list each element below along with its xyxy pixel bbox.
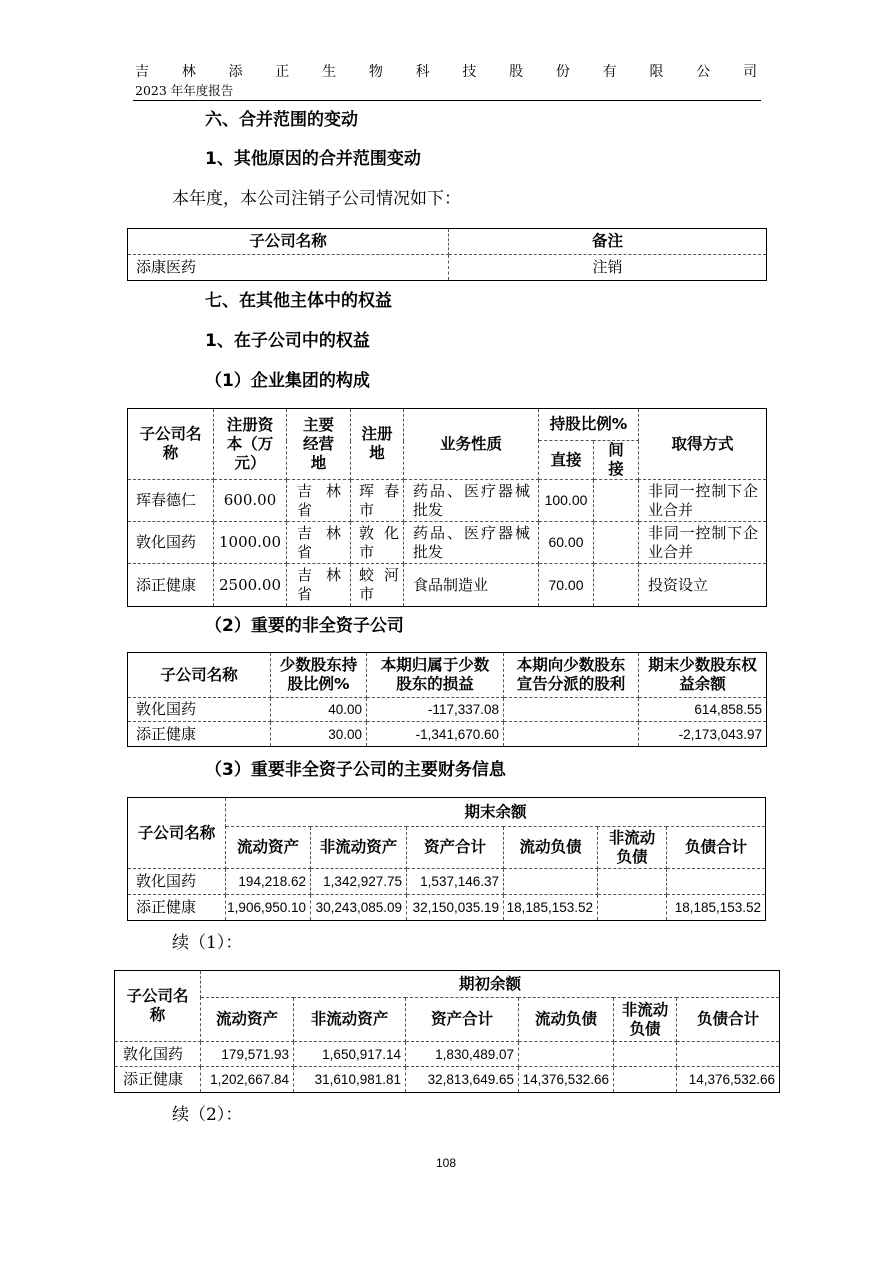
cell-minority-equity: 614,858.55 bbox=[639, 698, 767, 722]
cell-registered-capital: 1000.00 bbox=[214, 522, 287, 564]
header-label: 非流动负债 bbox=[608, 828, 656, 866]
col-header-current-assets: 流动资产 bbox=[201, 998, 294, 1042]
subsection-title-interests-in-subsidiaries: 1、在子公司中的权益 bbox=[205, 331, 370, 351]
col-header-total-liabilities: 负债合计 bbox=[677, 998, 780, 1042]
cell-business-nature bbox=[404, 522, 539, 564]
cell-registered-place bbox=[351, 480, 404, 522]
col-header-acquisition-method: 取得方式 bbox=[639, 409, 767, 480]
col-header-remark: 备注 bbox=[449, 229, 767, 255]
cell-text: 吉林省 bbox=[297, 481, 341, 519]
cell-total-liabilities: 18,185,153.52 bbox=[667, 895, 766, 921]
header-company-name: 吉林添正生物科技股份有限公司 bbox=[135, 64, 757, 80]
non-wholly-owned-subsidiary-table bbox=[127, 652, 767, 747]
cell-registered-place bbox=[351, 564, 404, 607]
header-divider bbox=[133, 100, 761, 101]
continued-2-label: 续（2）： bbox=[172, 1105, 243, 1125]
col-header-subsidiary-name: 子公司名称 bbox=[128, 229, 449, 255]
subsection-title-other-reasons: 1、其他原因的合并范围变动 bbox=[205, 149, 421, 169]
cell-text: 药品、医疗器械批发 bbox=[413, 523, 530, 561]
cell-subsidiary-name: 珲春德仁 bbox=[128, 480, 214, 522]
cell-registered-capital: 2500.00 bbox=[214, 564, 287, 607]
col-header-non-current-liabilities bbox=[598, 827, 667, 869]
header-label: 子公司名称 bbox=[126, 987, 189, 1024]
cell-current-assets: 1,202,667.84 bbox=[201, 1067, 294, 1093]
cell-minority-profit: -1,341,670.60 bbox=[367, 722, 504, 747]
col-header-subsidiary-name: 子公司名称 bbox=[128, 653, 271, 698]
cell-registered-place bbox=[351, 522, 404, 564]
cell-indirect-ratio bbox=[594, 480, 639, 522]
cell-subsidiary-name: 敦化国药 bbox=[115, 1042, 201, 1067]
cell-indirect-ratio bbox=[594, 522, 639, 564]
cell-minority-dividend bbox=[504, 722, 639, 747]
col-header-business-nature: 业务性质 bbox=[404, 409, 539, 480]
col-header-subsidiary-name bbox=[128, 409, 214, 480]
col-header-holding-ratio: 持股比例% bbox=[539, 409, 639, 441]
cell-business-nature bbox=[404, 564, 539, 607]
col-header-minority-dividend bbox=[504, 653, 639, 698]
header-label: 非流动负债 bbox=[621, 1000, 669, 1038]
cell-non-current-assets: 30,243,085.09 bbox=[311, 895, 407, 921]
cell-minority-ratio: 40.00 bbox=[271, 698, 367, 722]
col-header-non-current-assets: 非流动资产 bbox=[294, 998, 406, 1042]
cell-total-liabilities bbox=[677, 1042, 780, 1067]
col-group-header-opening-balance: 期初余额 bbox=[201, 971, 780, 998]
col-header-direct: 直接 bbox=[539, 441, 594, 480]
cell-acquisition-method bbox=[639, 522, 767, 564]
cell-text: 珲春市 bbox=[359, 481, 399, 519]
col-header-subsidiary-name bbox=[115, 971, 201, 1042]
header-label: 间接 bbox=[608, 441, 624, 478]
cell-current-liabilities: 14,376,532.66 bbox=[519, 1067, 614, 1093]
cell-non-current-liabilities bbox=[598, 895, 667, 921]
opening-balance-table bbox=[114, 970, 780, 1093]
cell-total-assets: 1,537,146.37 bbox=[407, 869, 504, 895]
col-header-current-liabilities: 流动负债 bbox=[504, 827, 598, 869]
cell-main-place bbox=[287, 564, 351, 607]
cell-current-liabilities: 18,185,153.52 bbox=[504, 895, 598, 921]
cell-subsidiary-name: 添正健康 bbox=[115, 1067, 201, 1093]
cell-current-liabilities bbox=[504, 869, 598, 895]
col-header-total-assets: 资产合计 bbox=[407, 827, 504, 869]
cell-non-current-liabilities bbox=[614, 1042, 677, 1067]
cell-business-nature bbox=[404, 480, 539, 522]
cell-text: 吉林省 bbox=[297, 523, 341, 561]
section-title-consolidation-changes: 六、合并范围的变动 bbox=[205, 110, 358, 130]
cell-non-current-assets: 1,342,927.75 bbox=[311, 869, 407, 895]
cell-direct-ratio: 70.00 bbox=[539, 564, 594, 607]
table-row bbox=[128, 722, 767, 747]
col-header-indirect bbox=[594, 441, 639, 480]
cell-subsidiary-name: 添正健康 bbox=[128, 564, 214, 607]
cell-total-assets: 32,813,649.65 bbox=[406, 1067, 519, 1093]
table-row bbox=[128, 480, 767, 522]
col-group-header-closing-balance: 期末余额 bbox=[226, 798, 766, 827]
cell-subsidiary-name: 添康医药 bbox=[128, 255, 449, 281]
cell-subsidiary-name: 添正健康 bbox=[128, 895, 226, 921]
header-label: 主要经营地 bbox=[302, 415, 334, 472]
table-row bbox=[128, 869, 766, 895]
col-header-registered-capital bbox=[214, 409, 287, 480]
cell-text: 吉林省 bbox=[297, 566, 341, 603]
page-number: 108 bbox=[435, 1156, 457, 1170]
cell-direct-ratio: 60.00 bbox=[539, 522, 594, 564]
cell-acquisition-method bbox=[639, 564, 767, 607]
cell-current-assets: 194,218.62 bbox=[226, 869, 311, 895]
cell-text: 非同一控制下企业合并 bbox=[648, 523, 758, 561]
header-label: 注册地 bbox=[361, 425, 393, 462]
cell-text: 蛟河市 bbox=[359, 566, 399, 603]
col-header-registered-place bbox=[351, 409, 404, 480]
continued-1-label: 续（1）： bbox=[172, 933, 243, 953]
cell-text: 投资设立 bbox=[648, 575, 709, 594]
table-row bbox=[128, 895, 766, 921]
cell-non-current-liabilities bbox=[614, 1067, 677, 1093]
cell-minority-ratio: 30.00 bbox=[271, 722, 367, 747]
header-label: 注册资本（万元） bbox=[226, 415, 274, 472]
subsection-title-financial-info: （3）重要非全资子公司的主要财务信息 bbox=[205, 760, 506, 780]
cell-subsidiary-name: 添正健康 bbox=[128, 722, 271, 747]
deregistered-subsidiary-table bbox=[127, 228, 767, 281]
header-label: 本期归属于少数股东的损益 bbox=[380, 656, 490, 693]
header-label: 期末少数股东权益余额 bbox=[648, 656, 757, 693]
cell-non-current-assets: 1,650,917.14 bbox=[294, 1042, 406, 1067]
subsection-title-group-structure: （1）企业集团的构成 bbox=[205, 371, 370, 391]
header-label: 少数股东持股比例% bbox=[279, 656, 358, 693]
section-title-interests-in-other-entities: 七、在其他主体中的权益 bbox=[205, 291, 392, 311]
col-header-current-assets: 流动资产 bbox=[226, 827, 311, 869]
cell-text: 食品制造业 bbox=[413, 575, 489, 594]
cell-subsidiary-name: 敦化国药 bbox=[128, 698, 271, 722]
table-row bbox=[115, 1042, 780, 1067]
col-header-total-liabilities: 负债合计 bbox=[667, 827, 766, 869]
closing-balance-table bbox=[127, 797, 766, 921]
cell-subsidiary-name: 敦化国药 bbox=[128, 869, 226, 895]
cell-current-assets: 179,571.93 bbox=[201, 1042, 294, 1067]
cell-total-liabilities: 14,376,532.66 bbox=[677, 1067, 780, 1093]
cell-current-assets: 1,906,950.10 bbox=[226, 895, 311, 921]
cell-registered-capital: 600.00 bbox=[214, 480, 287, 522]
cell-total-assets: 1,830,489.07 bbox=[406, 1042, 519, 1067]
cell-text: 敦化市 bbox=[359, 523, 399, 561]
cell-direct-ratio: 100.00 bbox=[539, 480, 594, 522]
cell-non-current-assets: 31,610,981.81 bbox=[294, 1067, 406, 1093]
table-row bbox=[128, 255, 767, 281]
cell-main-place bbox=[287, 480, 351, 522]
cell-current-liabilities bbox=[519, 1042, 614, 1067]
cell-minority-dividend bbox=[504, 698, 639, 722]
col-header-main-place bbox=[287, 409, 351, 480]
cell-acquisition-method bbox=[639, 480, 767, 522]
cell-total-assets: 32,150,035.19 bbox=[407, 895, 504, 921]
cell-non-current-liabilities bbox=[598, 869, 667, 895]
table-row bbox=[115, 1067, 780, 1093]
col-header-non-current-liabilities bbox=[614, 998, 677, 1042]
table-row bbox=[128, 522, 767, 564]
cell-total-liabilities bbox=[667, 869, 766, 895]
col-header-subsidiary-name: 子公司名称 bbox=[128, 798, 226, 869]
cell-text: 非同一控制下企业合并 bbox=[648, 481, 758, 519]
header-report-title: 2023 年年度报告 bbox=[135, 83, 234, 98]
cell-indirect-ratio bbox=[594, 564, 639, 607]
col-header-current-liabilities: 流动负债 bbox=[519, 998, 614, 1042]
cell-main-place bbox=[287, 522, 351, 564]
group-structure-table bbox=[127, 408, 767, 607]
cell-subsidiary-name: 敦化国药 bbox=[128, 522, 214, 564]
subsection-title-non-wholly-owned: （2）重要的非全资子公司 bbox=[205, 616, 404, 636]
col-header-minority-equity bbox=[639, 653, 767, 698]
cell-remark: 注销 bbox=[449, 255, 767, 281]
header-label: 子公司名称 bbox=[139, 425, 202, 462]
table-row bbox=[128, 698, 767, 722]
table-row bbox=[128, 564, 767, 607]
header-label: 本期向少数股东宣告分派的股利 bbox=[516, 656, 626, 693]
cell-minority-profit: -117,337.08 bbox=[367, 698, 504, 722]
cell-minority-equity: -2,173,043.97 bbox=[639, 722, 767, 747]
intro-paragraph: 本年度，本公司注销子公司情况如下： bbox=[172, 189, 461, 209]
col-header-non-current-assets: 非流动资产 bbox=[311, 827, 407, 869]
col-header-minority-profit bbox=[367, 653, 504, 698]
cell-text: 药品、医疗器械批发 bbox=[413, 481, 530, 519]
col-header-total-assets: 资产合计 bbox=[406, 998, 519, 1042]
col-header-minority-ratio bbox=[271, 653, 367, 698]
